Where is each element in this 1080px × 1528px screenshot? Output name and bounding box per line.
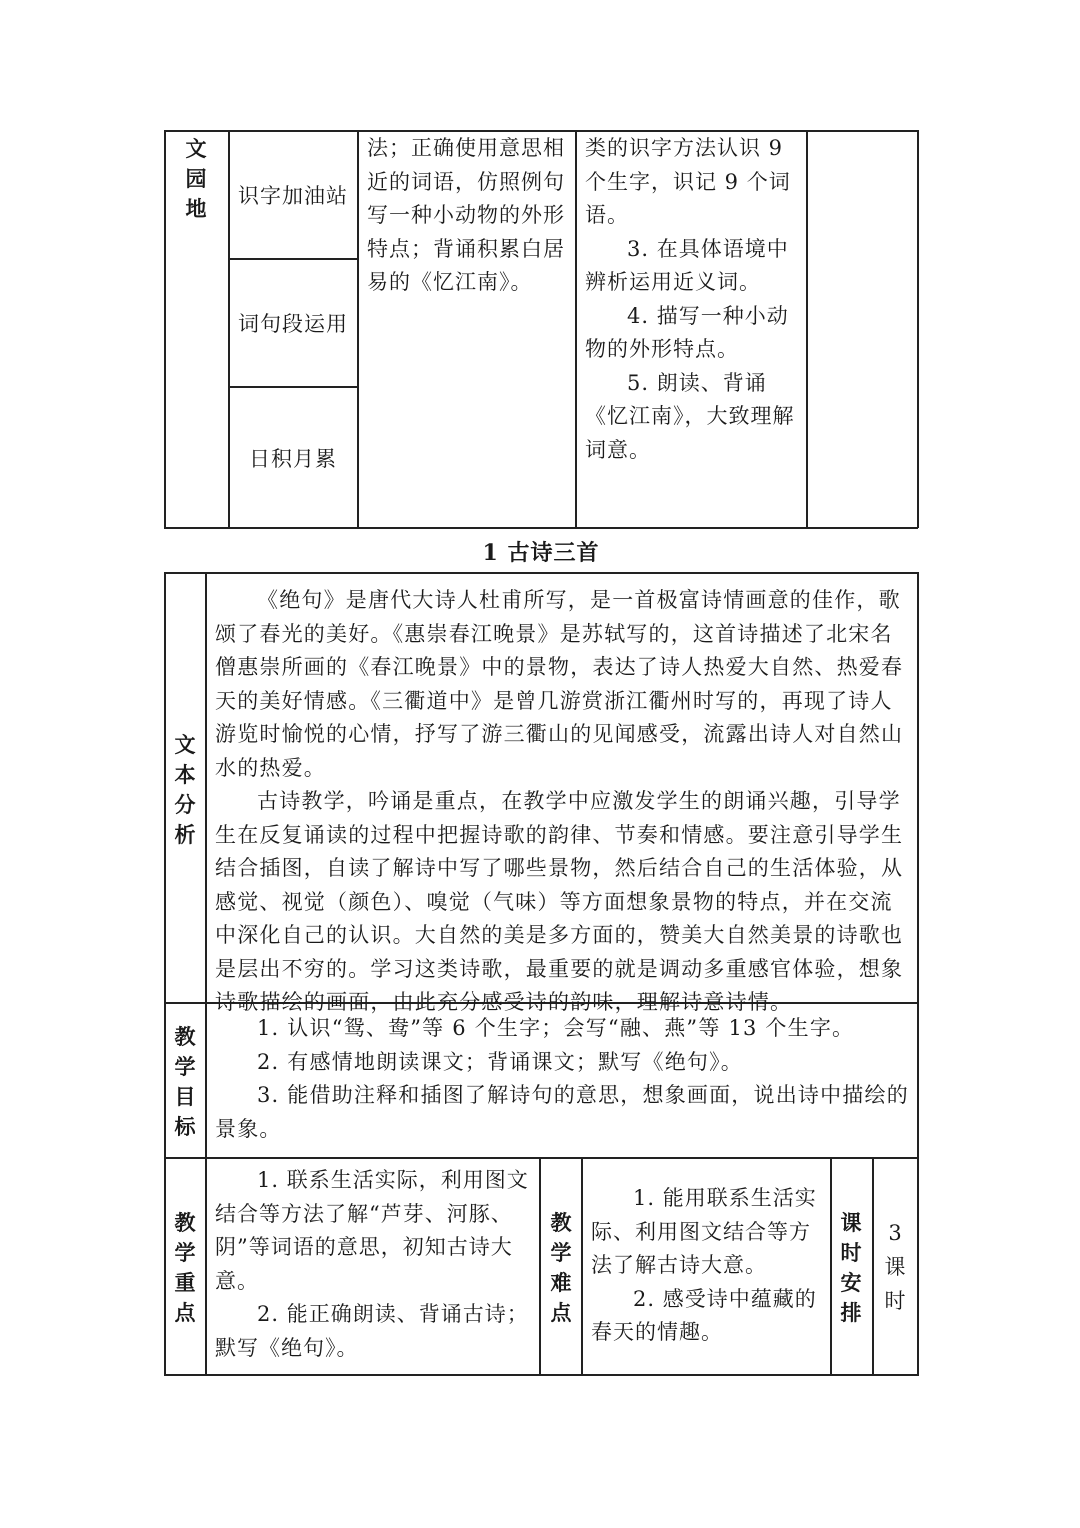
row-label-literacy: 识字加油站 [238, 184, 348, 208]
objective-line: 5. 朗读、背诵《忆江南》，大致理解词意。 [585, 370, 795, 462]
objective-line: 3. 在具体语境中辨析运用近义词。 [585, 236, 789, 294]
key-points-label: 教 学 重 点 [174, 1210, 196, 1325]
difficulties-content [591, 1182, 825, 1350]
garden-objectives [585, 132, 801, 467]
objective-line: 4. 描写一种小动物的外形特点。 [585, 303, 789, 361]
lesson-title: 1 古诗三首 [482, 540, 600, 566]
goal-item: 1. 认识“鸳、鸯”等 6 个生字；会写“融、燕”等 13 个生字。 [257, 1016, 855, 1040]
goal-item: 3. 能借助注释和插图了解诗句的意思，想象画面，说出诗中描绘的景象。 [215, 1083, 909, 1141]
key-point-item: 2. 能正确朗读、背诵古诗；默写《绝句》。 [215, 1302, 529, 1360]
difficulty-item: 1. 能用联系生活实际、利用图文结合等方法了解古诗大意。 [591, 1186, 817, 1277]
row-label-accumulate: 日积月累 [249, 447, 337, 471]
analysis-paragraph: 《绝句》是唐代大诗人杜甫所写，是一首极富诗情画意的佳作，歌颂了春光的美好。《惠崇春江晚景》是苏轼写的，这首诗描述了北宋名僧惠崇所画的《春江晚景》中的景物，表达了诗人热爱大自然、热爱春天的美好情感。《三衢道中》是曾几游赏浙江衢州时写的，再现了诗人游览时愉悦的心情，抒写了游三衢山的见闻感受，流露出诗人对自然山水的热爱。 [215, 588, 904, 780]
section-header-label: 文 园 地 [185, 136, 207, 221]
goals-content [215, 1012, 911, 1146]
schedule-value: 3 课 时 [884, 1221, 906, 1313]
goals-label: 教 学 目 标 [174, 1024, 196, 1139]
schedule-label: 课 时 安 排 [840, 1210, 862, 1325]
analysis-content [215, 584, 911, 1020]
key-point-item: 1. 联系生活实际，利用图文结合等方法了解“芦芽、河豚、阴”等词语的意思，初知古诗大意。 [215, 1168, 529, 1293]
key-points-content [215, 1164, 533, 1365]
garden-description: 法；正确使用意思相近的词语，仿照例句写一种小动物的外形特点；背诵积累白居易的《忆江南》。 [367, 136, 565, 294]
goal-item: 2. 有感情地朗读课文；背诵课文；默写《绝句》。 [257, 1049, 744, 1074]
difficulty-item: 2. 感受诗中蕴藏的春天的情趣。 [591, 1286, 817, 1344]
analysis-paragraph: 古诗教学，吟诵是重点，在教学中应激发学生的朗诵兴趣，引导学生在反复诵读的过程中把握诗歌的韵律、节奏和情感。要注意引导学生结合插图，自读了解诗中写了哪些景物，然后结合自己的生活体验，从感觉、视觉（颜色）、嗅觉（气味）等方面想象景物的特点，并在交流中深化自己的认识。大自然的美是多方面的，赞美大自然美景的诗歌也是层出不穷的。学习这类诗歌，最重要的就是调动多重感官体验，想象诗歌描绘的画面，由此充分感受诗的韵味，理解诗意诗情。 [215, 789, 904, 1014]
difficulties-label: 教 学 难 点 [550, 1210, 572, 1325]
analysis-label: 文 本 分 析 [174, 732, 196, 847]
row-label-sentence: 词句段运用 [238, 312, 348, 336]
objective-line: 类的识字方法认识 9 个生字，识记 9 个词语。 [585, 136, 791, 227]
